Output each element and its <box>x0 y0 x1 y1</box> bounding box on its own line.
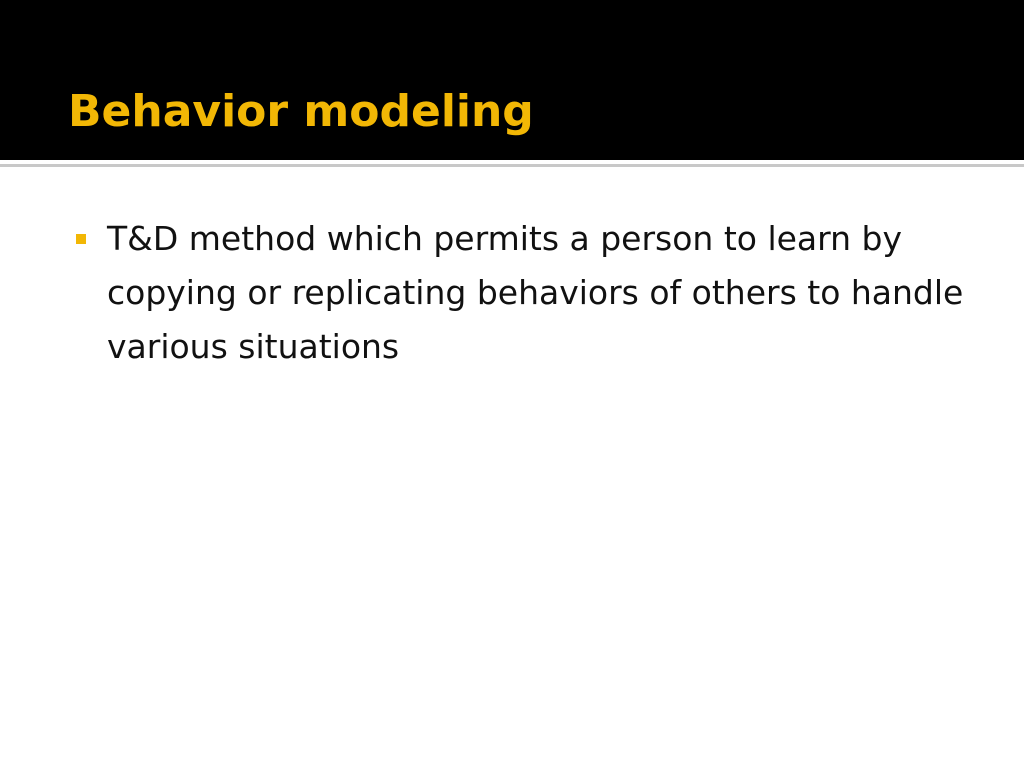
bullet-text: T&D method which permits a person to learn by copying or replicating behaviors of others to handle various situations <box>107 219 964 366</box>
bullet-list <box>0 212 1024 374</box>
square-bullet-icon <box>76 234 86 244</box>
slide-title: Behavior modeling <box>68 86 534 137</box>
title-bar <box>0 0 1024 160</box>
bullet-item <box>0 212 967 374</box>
title-divider <box>0 164 1024 167</box>
